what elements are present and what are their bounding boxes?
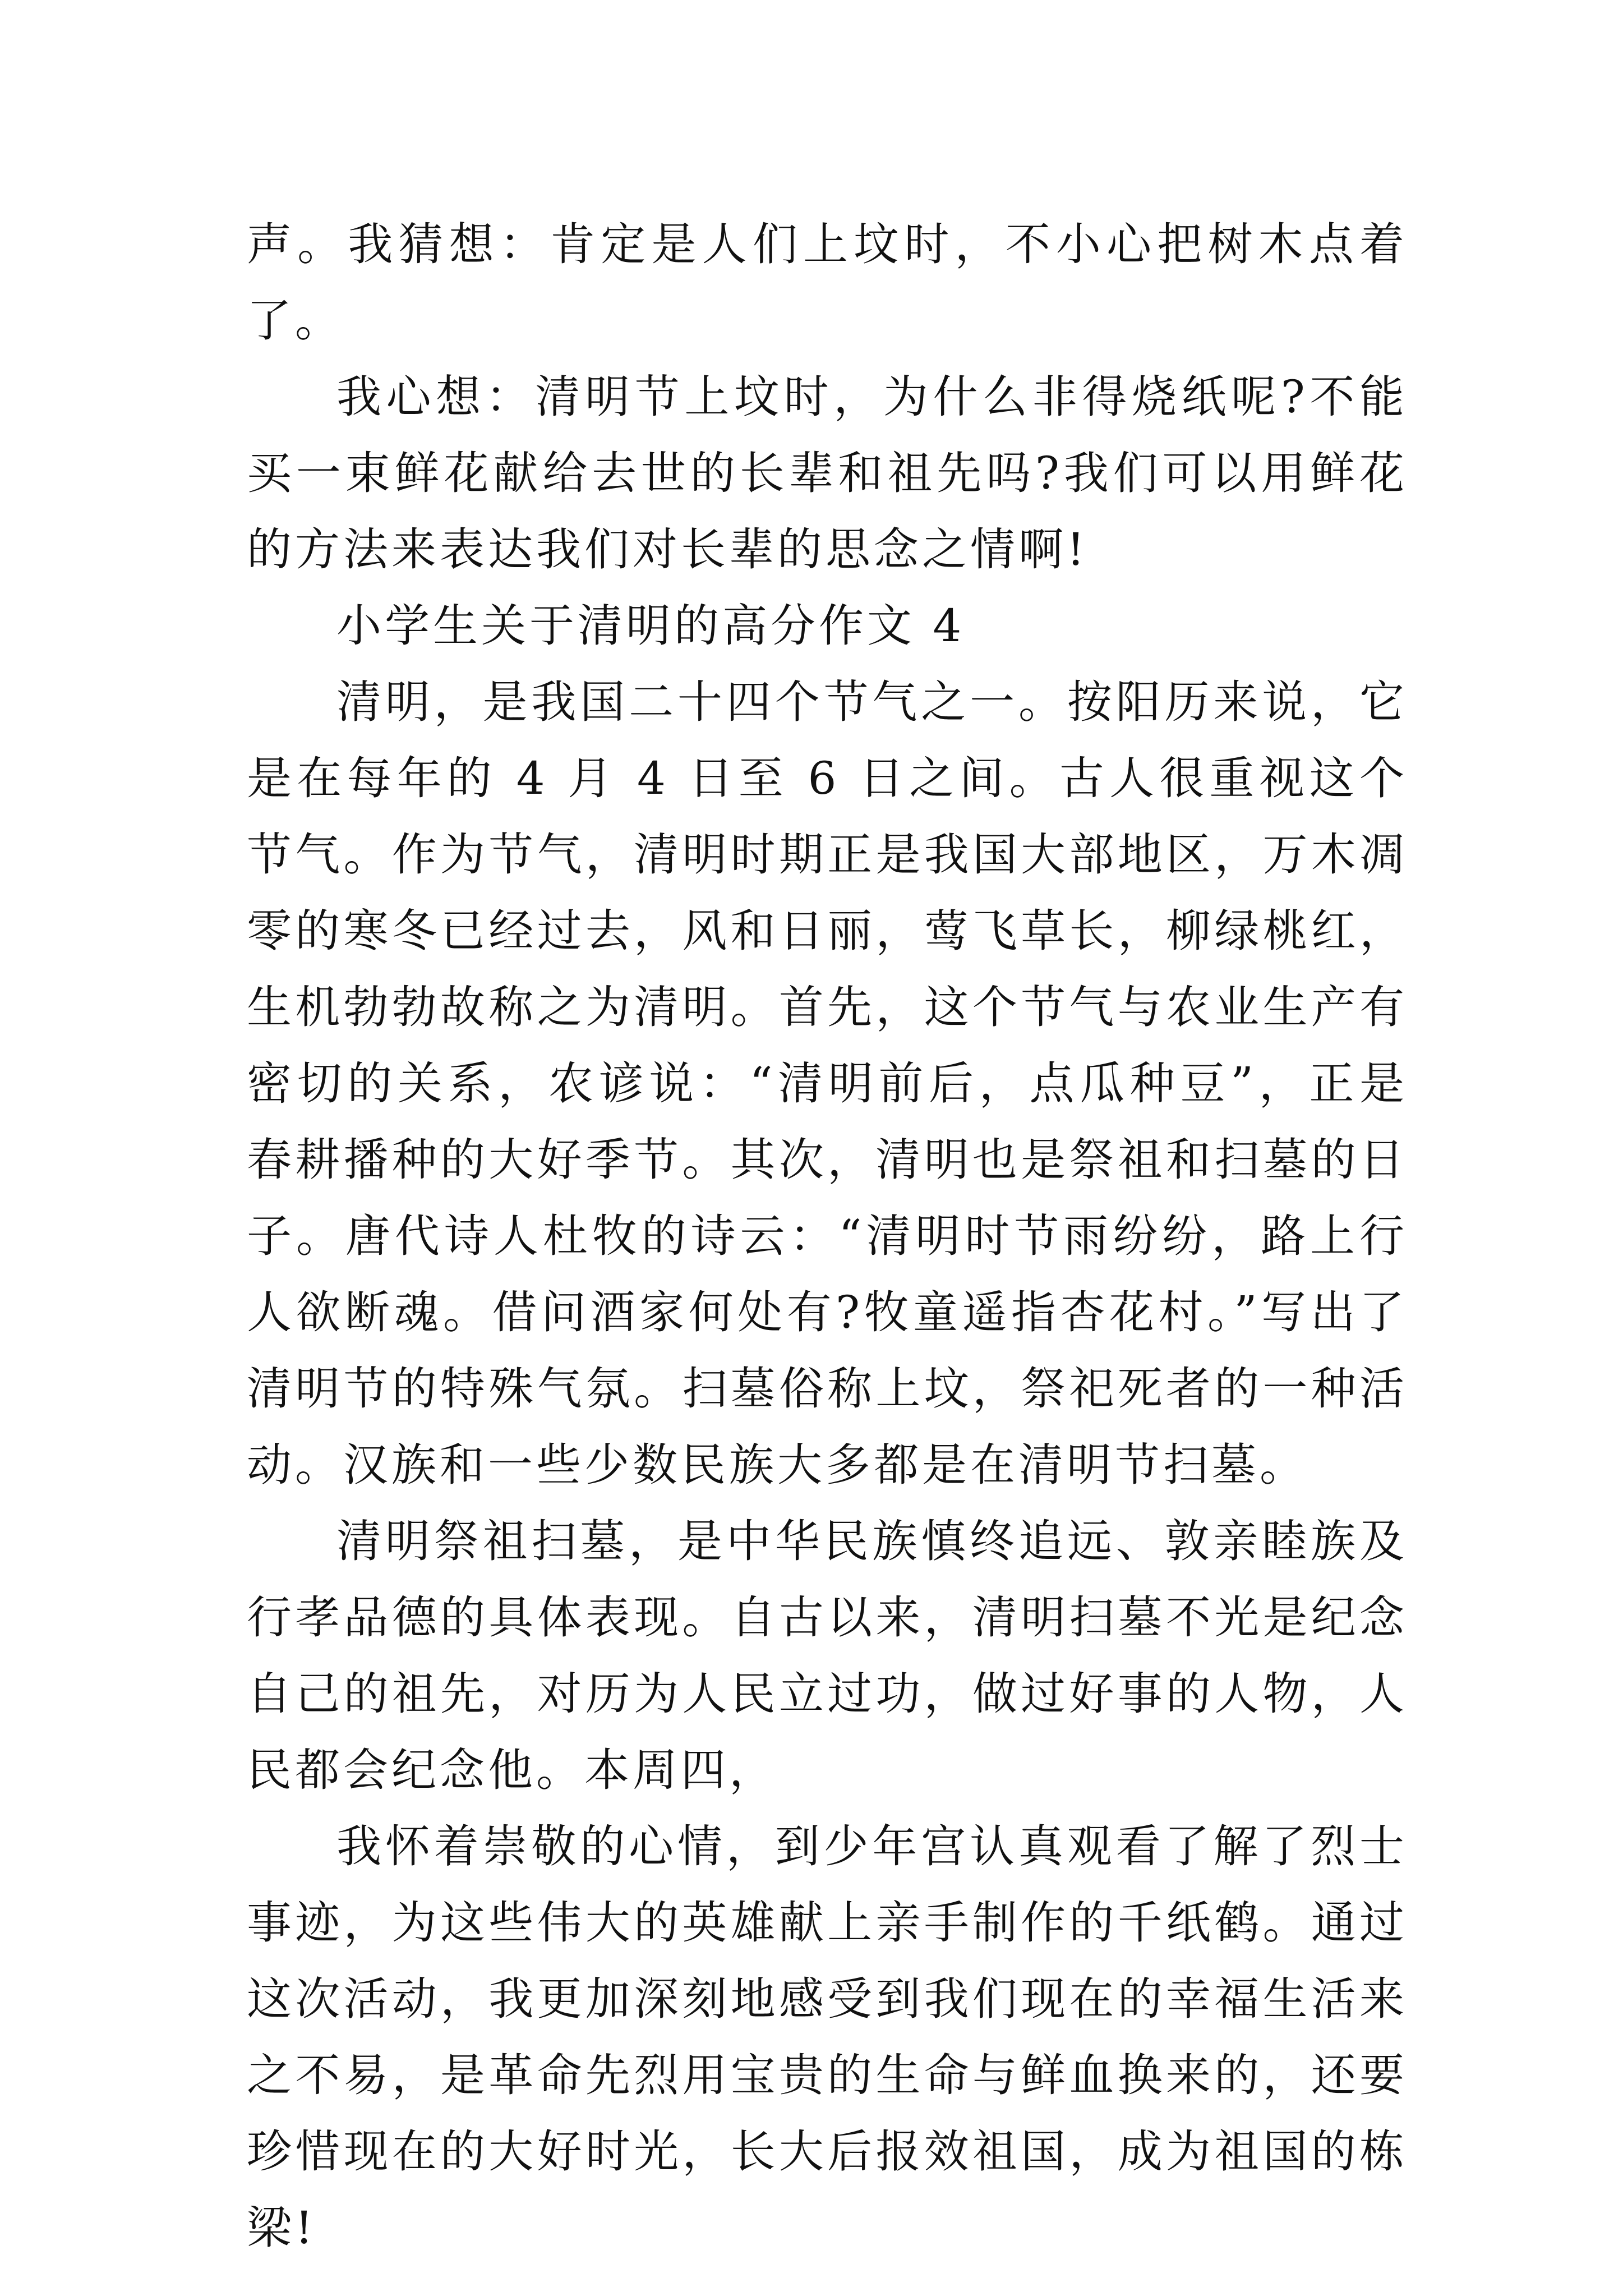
paragraph-youth-palace: 我怀着崇敬的心情，到少年宫认真观看了解了烈士事迹，为这些伟大的英雄献上亲手制作的千纸鹤。通过这次活动，我更加深刻地感受到我们现在的幸福生活来之不易，是革命先烈用宝贵的生命与鲜血换来的，还要珍惜现在的大好时光，长大后报效祖国，成为祖国的栋梁!: [247, 1820, 1408, 2254]
paragraph-continuation: 声。我猜想：肯定是人们上坟时，不小心把树木点着了。: [247, 218, 1408, 347]
paragraph-qingming-intro: 清明，是我国二十四个节气之一。按阳历来说，它是在每年的 4 月 4 日至 6 日之间。古人很重视这个节气。作为节气，清明时期正是我国大部地区，万木凋零的寒冬已经过去，风和日丽，莺飞草长，柳绿桃红，生机勃勃故称之为清明。首先，这个节气与农业生产有密切的关系，农谚说：“清明前后，点瓜种豆”，正是春耕播种的大好季节。其次，清明也是祭祖和扫墓的日子。唐代诗人杜牧的诗云：“清明时节雨纷纷，路上行人欲断魂。借问酒家何处有?牧童遥指杏花村。”写出了清明节的特殊气氛。扫墓俗称上坟，祭祀死者的一种活动。汉族和一些少数民族大多都是在清明节扫墓。: [247, 676, 1408, 1491]
paragraph-flowers: 我心想：清明节上坟时，为什么非得烧纸呢?不能买一束鲜花献给去世的长辈和祖先吗?我们可以用鲜花的方法来表达我们对长辈的思念之情啊!: [247, 371, 1408, 576]
essay-heading: 小学生关于清明的高分作文 4: [336, 600, 965, 652]
document-body: [247, 206, 1408, 2266]
paragraph-ancestor-worship: 清明祭祖扫墓，是中华民族慎终追远、敦亲睦族及行孝品德的具体表现。自古以来，清明扫墓不光是纪念自己的祖先，对历为人民立过功，做过好事的人物，人民都会纪念他。本周四，: [247, 1515, 1408, 1796]
